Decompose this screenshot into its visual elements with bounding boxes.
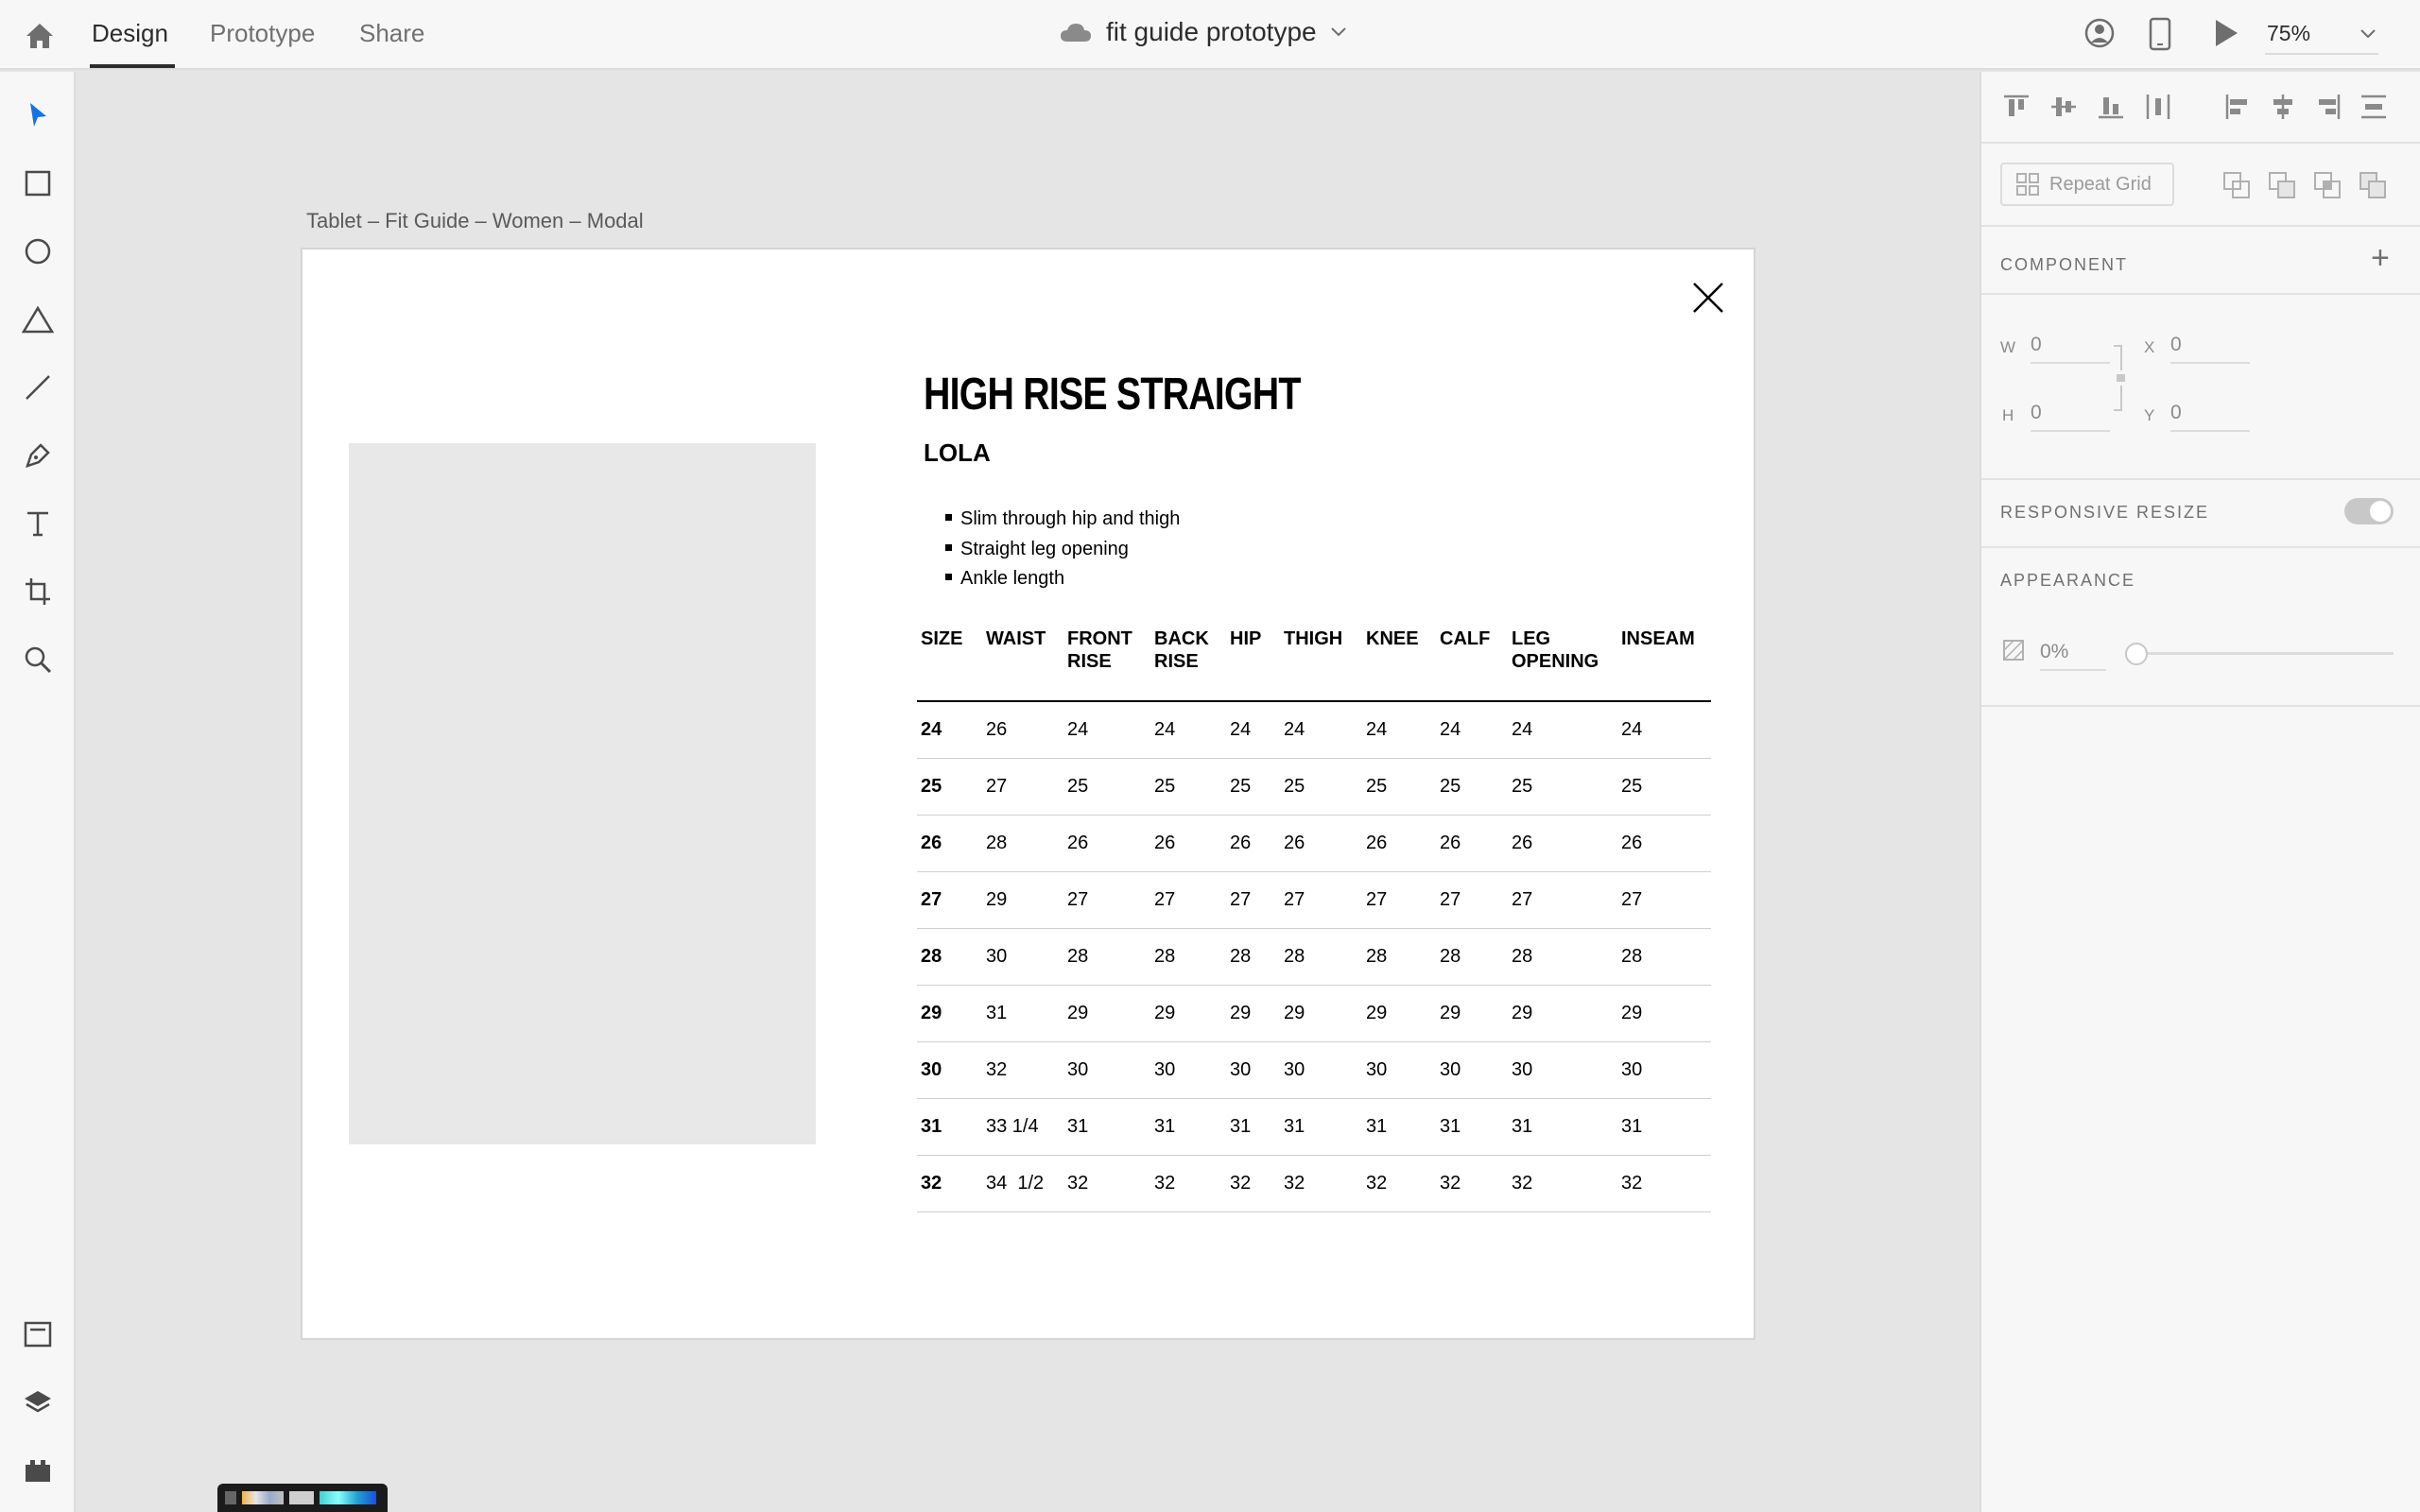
assets-icon — [24, 1321, 52, 1348]
repeat-grid-label: Repeat Grid — [2049, 173, 2152, 195]
cell-back-rise: 26 — [1150, 815, 1226, 871]
property-inspector — [1979, 72, 2420, 1512]
cell-knee: 32 — [1362, 1155, 1436, 1211]
line-icon — [24, 373, 52, 402]
cell-waist: 34 1/2 — [982, 1155, 1063, 1211]
cell-size: 30 — [917, 1041, 982, 1098]
cell-hip: 27 — [1226, 871, 1280, 928]
x-label: X — [2144, 338, 2155, 356]
feature-item: Ankle length — [945, 564, 1180, 594]
cell-calf: 28 — [1436, 928, 1508, 985]
text-icon — [25, 509, 51, 538]
col-header-back-rise: BACK RISE — [1150, 627, 1226, 701]
boolean-add-icon[interactable] — [2221, 170, 2252, 200]
cell-knee: 24 — [1362, 701, 1436, 758]
cell-calf: 30 — [1436, 1041, 1508, 1098]
align-center-icon[interactable] — [2267, 91, 2299, 123]
device-preview-icon[interactable] — [2148, 17, 2172, 51]
cell-knee: 31 — [1362, 1098, 1436, 1155]
boolean-exclude-icon[interactable] — [2358, 170, 2388, 200]
add-component-icon[interactable]: + — [2371, 240, 2390, 276]
transform-section — [1981, 295, 2420, 480]
y-position-field[interactable]: 0 — [2170, 402, 2250, 432]
table-row — [917, 815, 1711, 871]
cell-inseam: 30 — [1617, 1041, 1711, 1098]
component-label: COMPONENT — [2000, 255, 2128, 274]
tab-design[interactable]: Design — [92, 19, 168, 47]
table-header-row — [917, 627, 1711, 701]
cell-back-rise: 32 — [1150, 1155, 1226, 1211]
cell-calf: 32 — [1436, 1155, 1508, 1211]
cell-thigh: 25 — [1280, 758, 1362, 815]
cell-calf: 26 — [1436, 815, 1508, 871]
opacity-slider-handle[interactable] — [2125, 643, 2148, 665]
distribute-vertical-icon[interactable] — [2358, 91, 2390, 123]
cell-hip: 32 — [1226, 1155, 1280, 1211]
cell-inseam: 27 — [1617, 871, 1711, 928]
responsive-resize-toggle[interactable] — [2344, 498, 2394, 524]
cell-leg-opening: 25 — [1508, 758, 1617, 815]
cell-leg-opening: 31 — [1508, 1098, 1617, 1155]
polygon-tool[interactable] — [19, 301, 57, 338]
cell-knee: 26 — [1362, 815, 1436, 871]
artboard-label[interactable]: Tablet – Fit Guide – Women – Modal — [306, 209, 644, 232]
x-position-field[interactable]: 0 — [2170, 334, 2250, 364]
boolean-subtract-icon[interactable] — [2267, 170, 2297, 200]
cell-size: 25 — [917, 758, 982, 815]
cell-hip: 31 — [1226, 1098, 1280, 1155]
cell-front-rise: 27 — [1063, 871, 1150, 928]
table-row — [917, 758, 1711, 815]
product-title: HIGH RISE STRAIGHT — [924, 369, 1301, 420]
tab-share[interactable]: Share — [359, 19, 425, 47]
opacity-icon — [2002, 639, 2025, 662]
table-row — [917, 928, 1711, 985]
feature-list — [945, 505, 1180, 594]
cell-hip: 26 — [1226, 815, 1280, 871]
lock-aspect-icon[interactable] — [2112, 344, 2125, 412]
cell-waist: 33 1/4 — [982, 1098, 1063, 1155]
active-tab-indicator — [90, 64, 175, 68]
col-header-size: SIZE — [917, 627, 982, 701]
cell-knee: 29 — [1362, 985, 1436, 1041]
cell-knee: 27 — [1362, 871, 1436, 928]
layers-icon — [23, 1388, 53, 1417]
opacity-slider[interactable] — [2127, 652, 2394, 655]
col-header-waist: WAIST — [982, 627, 1063, 701]
artboard-tool[interactable] — [19, 573, 57, 610]
responsive-resize-label: RESPONSIVE RESIZE — [2000, 503, 2210, 522]
cell-hip: 28 — [1226, 928, 1280, 985]
feature-item: Slim through hip and thigh — [945, 505, 1180, 535]
y-label: Y — [2144, 406, 2155, 424]
cell-inseam: 28 — [1617, 928, 1711, 985]
cell-thigh: 26 — [1280, 815, 1362, 871]
artboard[interactable] — [301, 248, 1755, 1340]
cell-size: 27 — [917, 871, 982, 928]
cell-inseam: 32 — [1617, 1155, 1711, 1211]
cell-back-rise: 24 — [1150, 701, 1226, 758]
col-header-thigh: THIGH — [1280, 627, 1362, 701]
cell-waist: 31 — [982, 985, 1063, 1041]
ellipse-tool[interactable] — [19, 232, 57, 270]
rectangle-tool[interactable] — [19, 164, 57, 202]
align-top-icon[interactable] — [2000, 91, 2032, 123]
left-toolbar — [0, 72, 76, 1512]
line-tool[interactable] — [19, 369, 57, 406]
cell-waist: 28 — [982, 815, 1063, 871]
layers-panel-button[interactable] — [19, 1383, 57, 1421]
col-header-knee: KNEE — [1362, 627, 1436, 701]
cell-hip: 30 — [1226, 1041, 1280, 1098]
zoom-chevron-down-icon[interactable] — [2360, 28, 2377, 40]
cell-calf: 27 — [1436, 871, 1508, 928]
top-bar — [0, 0, 2420, 70]
cell-size: 29 — [917, 985, 982, 1041]
artboard-icon — [24, 576, 52, 607]
width-label: W — [2000, 338, 2016, 356]
select-arrow-icon — [26, 101, 50, 129]
cell-leg-opening: 29 — [1508, 985, 1617, 1041]
document-title-menu[interactable] — [1059, 17, 1347, 47]
cell-inseam: 24 — [1617, 701, 1711, 758]
cell-thigh: 27 — [1280, 871, 1362, 928]
table-row — [917, 1098, 1711, 1155]
tab-prototype[interactable]: Prototype — [210, 19, 316, 47]
table-row — [917, 1155, 1711, 1211]
cell-leg-opening: 32 — [1508, 1155, 1617, 1211]
cell-waist: 26 — [982, 701, 1063, 758]
cell-front-rise: 28 — [1063, 928, 1150, 985]
cell-size: 24 — [917, 701, 982, 758]
cell-waist: 30 — [982, 928, 1063, 985]
cell-knee: 25 — [1362, 758, 1436, 815]
select-tool[interactable] — [19, 96, 57, 134]
image-placeholder — [349, 443, 816, 1144]
pen-tool[interactable] — [19, 437, 57, 474]
align-middle-icon[interactable] — [2048, 91, 2080, 123]
cell-inseam: 29 — [1617, 985, 1711, 1041]
cell-front-rise: 26 — [1063, 815, 1150, 871]
cell-size: 28 — [917, 928, 982, 985]
ellipse-icon — [24, 237, 52, 266]
cell-back-rise: 31 — [1150, 1098, 1226, 1155]
cell-leg-opening: 27 — [1508, 871, 1617, 928]
cell-size: 32 — [917, 1155, 982, 1211]
cell-back-rise: 25 — [1150, 758, 1226, 815]
zoom-level[interactable]: 75% — [2267, 21, 2311, 45]
cell-leg-opening: 26 — [1508, 815, 1617, 871]
assets-panel-button[interactable] — [19, 1315, 57, 1353]
cell-thigh: 24 — [1280, 701, 1362, 758]
table-row — [917, 871, 1711, 928]
col-header-leg-opening: LEG OPENING — [1508, 627, 1617, 701]
product-subtitle: LOLA — [924, 438, 991, 467]
col-header-front-rise: FRONT RISE — [1063, 627, 1150, 701]
col-header-hip: HIP — [1226, 627, 1280, 701]
cell-inseam: 25 — [1617, 758, 1711, 815]
cell-size: 26 — [917, 815, 982, 871]
cell-hip: 29 — [1226, 985, 1280, 1041]
cell-back-rise: 29 — [1150, 985, 1226, 1041]
size-chart-table — [917, 627, 1711, 1212]
cell-thigh: 30 — [1280, 1041, 1362, 1098]
opacity-field[interactable]: 0% — [2040, 641, 2106, 671]
cell-leg-opening: 28 — [1508, 928, 1617, 985]
cell-back-rise: 27 — [1150, 871, 1226, 928]
cell-thigh: 28 — [1280, 928, 1362, 985]
cell-leg-opening: 30 — [1508, 1041, 1617, 1098]
cell-thigh: 29 — [1280, 985, 1362, 1041]
cloud-icon — [1059, 21, 1093, 43]
cell-back-rise: 28 — [1150, 928, 1226, 985]
cell-leg-opening: 24 — [1508, 701, 1617, 758]
table-row — [917, 985, 1711, 1041]
cell-inseam: 26 — [1617, 815, 1711, 871]
table-row — [917, 701, 1711, 758]
feature-item: Straight leg opening — [945, 535, 1180, 565]
rectangle-icon — [25, 170, 51, 197]
col-header-calf: CALF — [1436, 627, 1508, 701]
repeat-grid-button[interactable] — [2000, 163, 2174, 206]
cell-calf: 31 — [1436, 1098, 1508, 1155]
close-icon[interactable] — [1689, 279, 1727, 317]
magnifier-icon — [24, 645, 52, 674]
plugins-icon — [24, 1457, 52, 1484]
align-right-icon[interactable] — [2312, 91, 2344, 123]
cell-calf: 29 — [1436, 985, 1508, 1041]
cell-waist: 27 — [982, 758, 1063, 815]
cell-front-rise: 24 — [1063, 701, 1150, 758]
cell-front-rise: 25 — [1063, 758, 1150, 815]
cell-thigh: 31 — [1280, 1098, 1362, 1155]
align-left-icon[interactable] — [2221, 91, 2254, 123]
play-icon[interactable] — [2212, 17, 2240, 49]
zoom-underline — [2265, 53, 2378, 55]
cell-waist: 29 — [982, 871, 1063, 928]
cell-waist: 32 — [982, 1041, 1063, 1098]
cell-thigh: 32 — [1280, 1155, 1362, 1211]
height-field[interactable]: 0 — [2031, 402, 2110, 432]
cell-back-rise: 30 — [1150, 1041, 1226, 1098]
col-header-inseam: INSEAM — [1617, 627, 1711, 701]
height-label: H — [2002, 406, 2014, 424]
cell-hip: 25 — [1226, 758, 1280, 815]
cell-calf: 25 — [1436, 758, 1508, 815]
repeat-grid-icon — [2015, 172, 2040, 197]
width-field[interactable]: 0 — [2031, 334, 2110, 364]
pen-icon — [24, 441, 52, 470]
table-row — [917, 1041, 1711, 1098]
cell-size: 31 — [917, 1098, 982, 1155]
appearance-label: APPEARANCE — [2000, 571, 2136, 590]
boolean-intersect-icon[interactable] — [2312, 170, 2342, 200]
cell-knee: 30 — [1362, 1041, 1436, 1098]
triangle-icon — [22, 305, 54, 334]
cell-front-rise: 30 — [1063, 1041, 1150, 1098]
cell-front-rise: 32 — [1063, 1155, 1150, 1211]
plugins-panel-button[interactable] — [19, 1452, 57, 1489]
cell-knee: 28 — [1362, 928, 1436, 985]
cell-hip: 24 — [1226, 701, 1280, 758]
cell-inseam: 31 — [1617, 1098, 1711, 1155]
text-tool[interactable] — [19, 505, 57, 542]
distribute-horizontal-icon[interactable] — [2142, 91, 2174, 123]
chevron-down-icon — [1330, 26, 1347, 38]
cell-calf: 24 — [1436, 701, 1508, 758]
zoom-tool[interactable] — [19, 641, 57, 679]
taskbar-thumbnail[interactable] — [217, 1484, 388, 1512]
align-bottom-icon[interactable] — [2095, 91, 2127, 123]
cell-front-rise: 29 — [1063, 985, 1150, 1041]
document-title: fit guide prototype — [1106, 17, 1317, 46]
home-icon[interactable] — [23, 19, 57, 53]
share-user-icon[interactable] — [2083, 17, 2116, 49]
cell-front-rise: 31 — [1063, 1098, 1150, 1155]
